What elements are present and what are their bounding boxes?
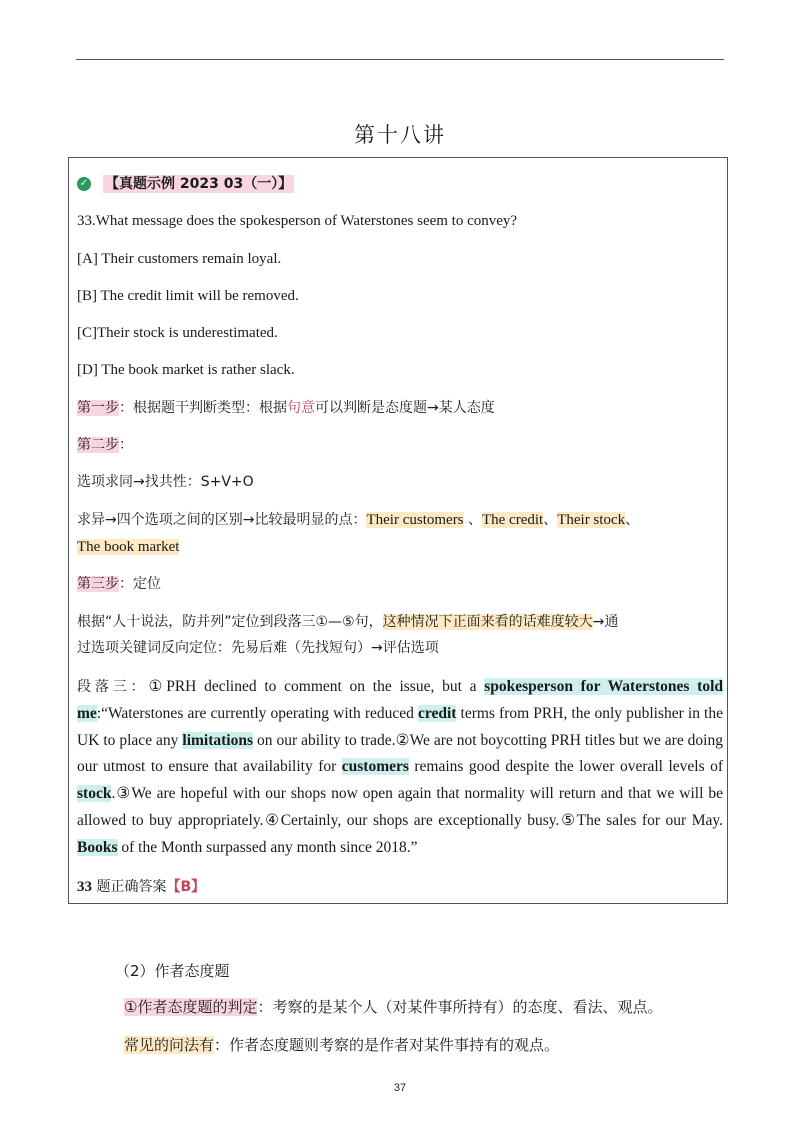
step3-locate: 根据“人十说法，防并列”定位到段落三①—⑤句，这种情况下正面来看的话难度较大→通 xyxy=(77,614,619,630)
question-text: 33.What message does the spokesperson of Waterstones seem to convey? xyxy=(77,213,518,229)
keyword-the-book-market: The book market xyxy=(77,539,180,555)
step2-common: 选项求同→找共性：S+V+O xyxy=(77,474,254,490)
example-box xyxy=(68,157,728,904)
lecture-title: 第十八讲 xyxy=(354,123,446,147)
kw-spokesperson: spokesperson for Waterstones told me xyxy=(77,678,724,722)
section2-item1: ①作者态度题的判定：考察的是某个人（对某件事所持有）的态度、看法、观点。 xyxy=(124,998,663,1016)
example-tag: 【真题示例 2023 03（一）】 xyxy=(105,176,293,192)
option-a: [A] Their customers remain loyal. xyxy=(77,251,282,267)
step3-line: 第三步：定位 xyxy=(77,576,161,592)
kw-credit: credit xyxy=(417,704,457,722)
section2-item2: 常见的问法有：作者态度题则考察的是作者对某件事持有的观点。 xyxy=(124,1036,560,1054)
page-number: 37 xyxy=(393,1082,407,1094)
paragraph-three: 段落三：①PRH declined to comment on the issue, but a spokesperson for Waterstones told me:“Waterstones are currently operating with reduced credit terms from PRH, the only publisher in the UK to place any limitations on our ability to trade.②We are not boycotting PRH titles but we are doing our utmost to ensure that availability for customers remains good despite the lower overall levels of stock.③We are hopeful with our shops now open again that normality will return and that we will be allowed to buy appropriately.④Certainly, our shops are exceptionally busy.⑤The sales for our May. Books of the Month surpassed any month since 2018.” xyxy=(77,678,724,856)
option-b: [B] The credit limit will be removed. xyxy=(77,288,299,304)
answer-value: 【B】 xyxy=(166,879,206,895)
option-c: [C]Their stock is underestimated. xyxy=(77,325,278,341)
step3-highlight: 这种情况下正面来看的话难度较大 xyxy=(382,614,593,630)
step2-differences-cont xyxy=(77,537,179,557)
keyword-the-credit: The credit xyxy=(481,512,544,528)
paragraph-label: 段落三： xyxy=(77,679,149,695)
section2-heading: （2）作者态度题 xyxy=(115,962,230,980)
step1-label: 第一步 xyxy=(77,400,119,416)
step2-differences: 求异→四个选项之间的区别→比较最明显的点：Their customers 、The credit、Their stock、 xyxy=(77,512,640,528)
kw-limitations: limitations xyxy=(182,731,254,749)
step1-highlight: 句意 xyxy=(287,400,315,416)
option-d: [D] The book market is rather slack. xyxy=(77,362,295,378)
keyword-their-stock: Their stock xyxy=(557,512,626,528)
answer-line: 33 题正确答案【B】 xyxy=(77,879,206,895)
keyword-their-customers: Their customers xyxy=(366,512,464,528)
kw-books: Books xyxy=(77,838,118,856)
step3-locate-cont: 过选项关键词反向定位：先易后难（先找短句）→评估选项 xyxy=(77,640,439,656)
step1-line: 第一步：根据题干判断类型：根据句意可以判断是态度题→某人态度 xyxy=(77,400,495,416)
step2-label: 第二步 xyxy=(77,437,119,453)
step3-label: 第三步 xyxy=(77,576,119,592)
step2-line: 第二步： xyxy=(77,437,133,453)
item2-label: 常见的问法有 xyxy=(124,1036,215,1054)
kw-stock: stock xyxy=(77,785,112,803)
item1-label: ①作者态度题的判定 xyxy=(124,998,258,1016)
header-rule xyxy=(76,59,724,60)
check-circle-icon: ✓ xyxy=(77,177,91,191)
example-header xyxy=(77,174,294,194)
kw-customers: customers xyxy=(341,758,409,776)
